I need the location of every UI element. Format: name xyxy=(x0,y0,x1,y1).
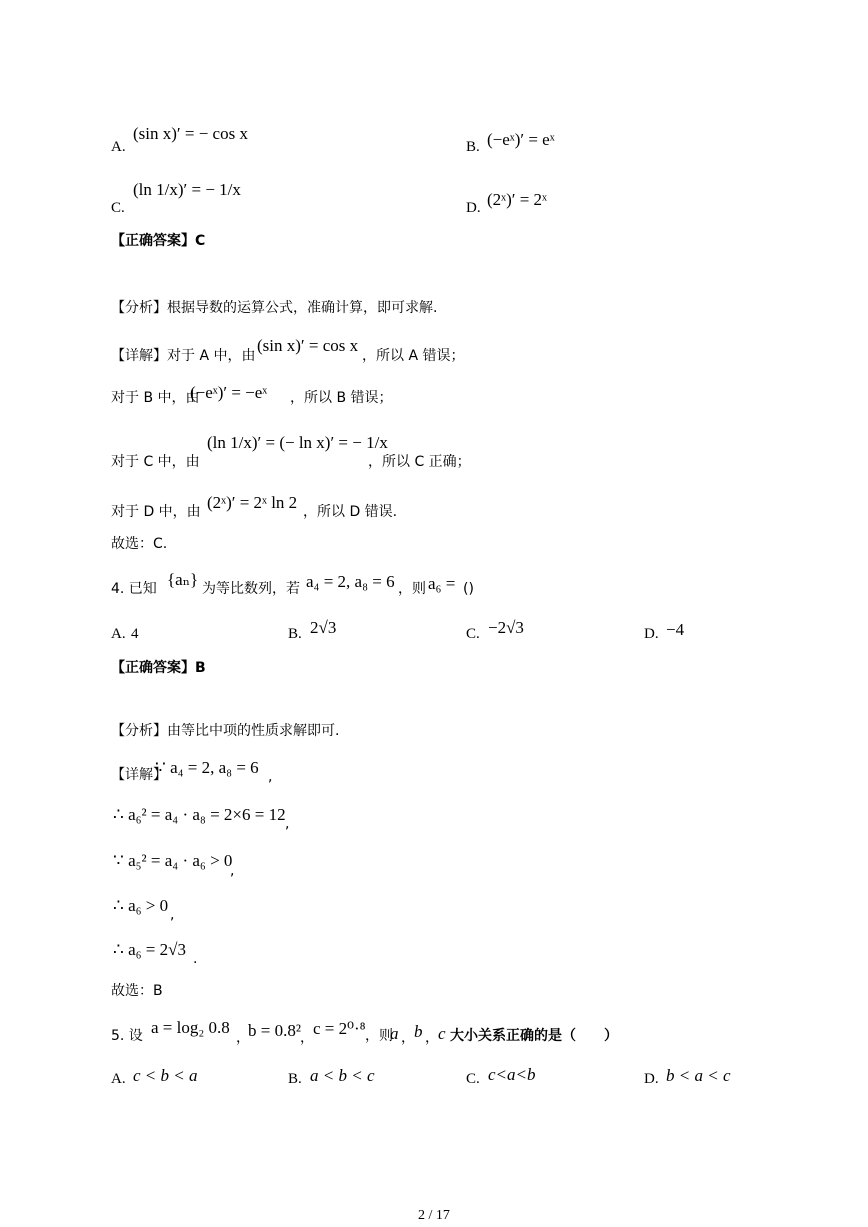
variable-b: b xyxy=(414,1022,423,1041)
option-value: a < b < c xyxy=(310,1066,375,1085)
option-label: B. xyxy=(288,1071,302,1087)
option-label: C. xyxy=(111,200,125,216)
option-value: c<a<b xyxy=(488,1065,536,1084)
separator: ， xyxy=(236,1030,250,1046)
detail-prefix: 对于 D 中，由 xyxy=(111,504,201,520)
detail-formula: (−eˣ)′ = −eˣ xyxy=(190,383,268,402)
detail-prefix: 对于 B 中，由 xyxy=(111,390,200,406)
separator: ， xyxy=(425,1030,439,1046)
analysis: 【分析】根据导数的运算公式，准确计算，即可求解. xyxy=(111,300,438,316)
separator: ， xyxy=(300,1030,314,1046)
correct-answer: 【正确答案】B xyxy=(111,660,206,676)
step-formula: ∵ a₄ = 2, a₈ = 6 xyxy=(155,758,259,777)
option-label: C. xyxy=(466,626,480,642)
conclusion: 故选：B xyxy=(111,983,163,999)
question-number: 5. 设 xyxy=(111,1028,143,1044)
option-value: 4 xyxy=(131,626,139,642)
detail-prefix: 【详解】 xyxy=(111,767,167,783)
detail-suffix: ，所以 A 错误； xyxy=(362,348,465,364)
detail-prefix: 【详解】对于 A 中，由 xyxy=(111,348,256,364)
a-definition: a = log₂ 0.8 xyxy=(151,1018,230,1037)
condition-formula: a₄ = 2, a₈ = 6 xyxy=(306,572,395,591)
option-formula: (sin x)′ = − cos x xyxy=(133,124,248,143)
detail-formula: (ln 1/x)′ = (− ln x)′ = − 1/x xyxy=(207,433,388,452)
detail-formula: (sin x)′ = cos x xyxy=(257,336,359,355)
option-value: b < a < c xyxy=(666,1066,731,1085)
step-formula: ∵ a₅² = a₄ · a₆ > 0 xyxy=(113,851,233,870)
c-definition: c = 2⁰·⁸ xyxy=(313,1019,366,1038)
step-formula: ∴ a₆² = a₄ · a₈ = 2×6 = 12 xyxy=(113,805,286,824)
question-text: 为等比数列，若 xyxy=(202,581,300,597)
option-label: A. xyxy=(111,626,126,642)
answer-blank: () xyxy=(463,581,474,597)
page-number: 2 / 17 xyxy=(418,1208,450,1223)
b-definition: b = 0.8² xyxy=(248,1021,301,1040)
step-punct: , xyxy=(268,769,273,785)
option-value: c < b < a xyxy=(133,1066,198,1085)
option-value: 2√3 xyxy=(310,618,337,637)
step-punct: , xyxy=(285,816,290,832)
conclusion: 故选：C. xyxy=(111,536,168,552)
separator: ， xyxy=(401,1030,415,1046)
option-label: D. xyxy=(644,1071,659,1087)
detail-suffix: ，所以 C 正确； xyxy=(368,454,471,470)
detail-suffix: ，所以 D 错误. xyxy=(303,504,398,520)
step-formula: ∴ a₆ = 2√3 xyxy=(113,940,186,959)
option-label: D. xyxy=(466,200,481,216)
step-punct: . xyxy=(193,951,198,967)
option-label: C. xyxy=(466,1071,480,1087)
detail-prefix: 对于 C 中，由 xyxy=(111,454,200,470)
detail-formula: (2ˣ)′ = 2ˣ ln 2 xyxy=(207,493,298,512)
option-label: A. xyxy=(111,139,126,155)
target-formula: a₆ = xyxy=(428,574,456,593)
option-label: D. xyxy=(644,626,659,642)
question-text: 大小关系正确的是（ ） xyxy=(450,1028,618,1044)
variable-c: c xyxy=(438,1024,446,1043)
question-text: ，则 xyxy=(365,1028,393,1044)
option-label: A. xyxy=(111,1071,126,1087)
option-label: B. xyxy=(466,139,480,155)
option-formula: (2ˣ)′ = 2ˣ xyxy=(487,190,547,209)
option-formula: (−eˣ)′ = eˣ xyxy=(487,130,555,149)
option-label: B. xyxy=(288,626,302,642)
correct-answer: 【正确答案】C xyxy=(111,233,206,249)
step-punct: , xyxy=(230,863,235,879)
step-punct: , xyxy=(170,907,175,923)
option-value: −4 xyxy=(666,620,685,639)
sequence-symbol: {aₙ} xyxy=(167,570,199,589)
detail-suffix: ，所以 B 错误； xyxy=(290,390,393,406)
option-value: −2√3 xyxy=(488,618,524,637)
variable-a: a xyxy=(390,1024,399,1043)
analysis: 【分析】由等比中项的性质求解即可. xyxy=(111,723,340,739)
question-number: 4. 已知 xyxy=(111,581,157,597)
step-formula: ∴ a₆ > 0 xyxy=(113,896,169,915)
option-formula: (ln 1/x)′ = − 1/x xyxy=(133,180,241,199)
question-text: ，则 xyxy=(398,581,426,597)
